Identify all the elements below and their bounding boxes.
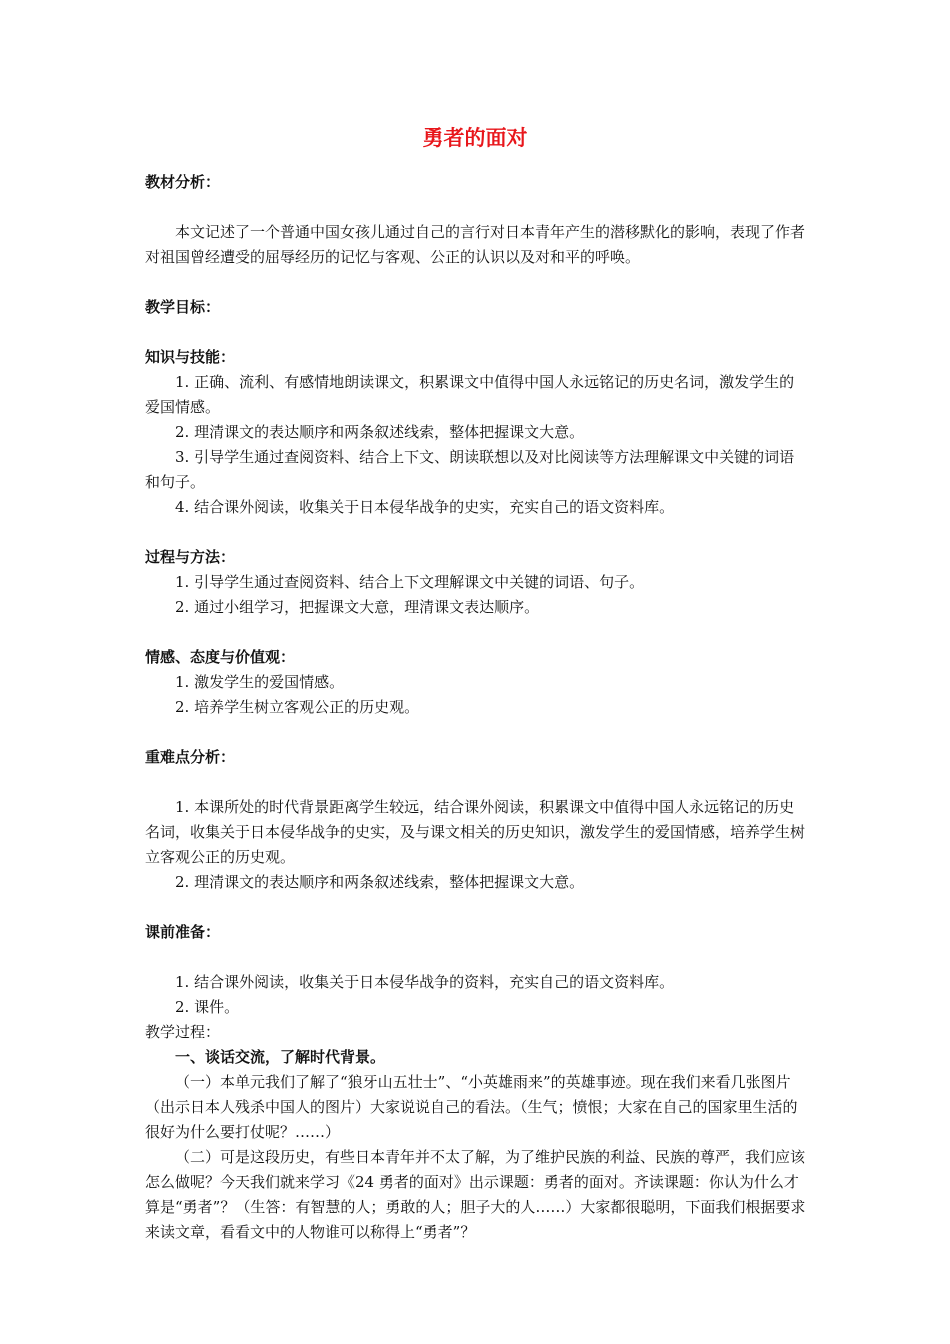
knowledge-item: 2. 理清课文的表达顺序和两条叙述线索，整体把握课文大意。 [175,423,585,441]
emotion-item: 2. 培养学生树立客观公正的历史观。 [175,698,420,716]
process-heading: 过程与方法： [145,548,236,566]
prep-item: 1. 结合课外阅读，收集关于日本侵华战争的资料，充实自己的语文资料库。 [175,973,675,991]
document-title: 勇者的面对 [422,126,528,150]
procedure-paragraph: （一）本单元我们了解了“狼牙山五壮士”、“小英雄雨来”的英雄事迹。现在我们来看几张图片（出示日本人残杀中国人的图片）大家说说自己的看法。（生气；愤恨；大家在自己的国家里生活的很好为什么要打仗呢？……） [145,1073,798,1141]
procedure-paragraph: （二）可是这段历史，有些日本青年并不太了解，为了维护民族的利益、民族的尊严，我们应该怎么做呢？今天我们就来学习《24 勇者的面对》出示课题：勇者的面对。齐读课题：你认为什么才算是“勇者”？（生答：有智慧的人；勇敢的人；胆子大的人……）大家都很聪明，下面我们根据要求来读文章，看看文中的人物谁可以称得上“勇者”？ [145,1148,806,1241]
knowledge-item: 1. 正确、流利、有感情地朗读课文，积累课文中值得中国人永远铭记的历史名词，激发学生的爱国情感。 [145,373,795,416]
procedure-section-heading: 一、谈话交流，了解时代背景。 [175,1048,386,1066]
keypoint-item: 2. 理清课文的表达顺序和两条叙述线索，整体把握课文大意。 [175,873,585,891]
keypoint-item: 1. 本课所处的时代背景距离学生较远，结合课外阅读，积累课文中值得中国人永远铭记的历史名词，收集关于日本侵华战争的史实，及与课文相关的历史知识，激发学生的爱国情感，培养学生树立客观公正的历史观。 [145,798,806,866]
knowledge-item: 3. 引导学生通过查阅资料、结合上下文、朗读联想以及对比阅读等方法理解课文中关键的词语和句子。 [145,448,795,491]
process-item: 1. 引导学生通过查阅资料、结合上下文理解课文中关键的词语、句子。 [175,573,645,591]
goals-heading: 教学目标： [145,298,221,316]
document-body [145,170,809,1245]
prep-heading: 课前准备： [145,923,221,941]
keypoints-heading: 重难点分析： [145,748,236,766]
emotion-item: 1. 激发学生的爱国情感。 [175,673,345,691]
emotion-heading: 情感、态度与价值观： [145,648,296,666]
procedure-heading: 教学过程： [145,1023,221,1041]
knowledge-item: 4. 结合课外阅读，收集关于日本侵华战争的史实，充实自己的语文资料库。 [175,498,675,516]
process-item: 2. 通过小组学习，把握课文大意，理清课文表达顺序。 [175,598,540,616]
analysis-heading: 教材分析： [145,173,221,191]
analysis-text: 本文记述了一个普通中国女孩儿通过自己的言行对日本青年产生的潜移默化的影响，表现了作者对祖国曾经遭受的屈辱经历的记忆与客观、公正的认识以及对和平的呼唤。 [145,223,806,266]
knowledge-heading: 知识与技能： [145,348,236,366]
prep-item: 2. 课件。 [175,998,240,1016]
